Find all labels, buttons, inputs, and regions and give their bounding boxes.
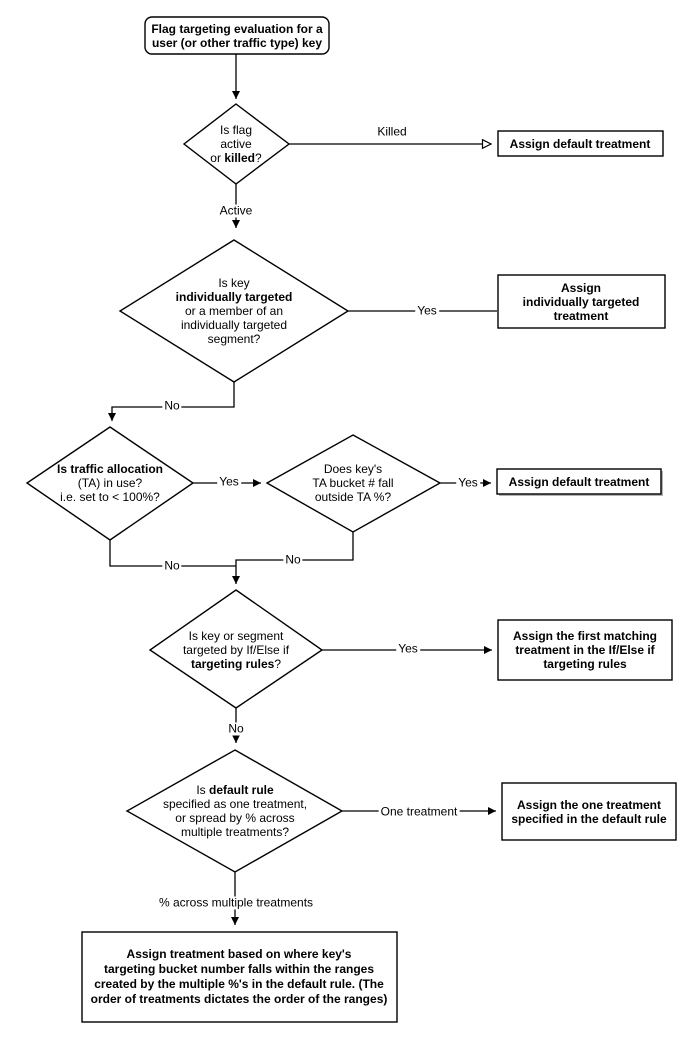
text-line: outside TA %? [314,490,392,504]
text-line: (TA) in use? [77,476,143,490]
text-line: Is default rule [196,783,274,797]
edge-label-pct-multiple: % across multiple treatments [158,895,314,910]
text-line: specified as one treatment, [162,797,308,811]
assign-individually-targeted-label [523,281,640,323]
text-line: or a member of an [184,304,284,318]
text-line: Assign [560,281,602,295]
edge-label-yes-bucket: Yes [458,475,478,490]
edge-label-active: Active [219,203,253,218]
text-line: targeted by If/Else if [182,643,290,657]
text-line: Is traffic allocation [56,462,164,476]
edge-label-no-ta: No [164,558,180,573]
text-line: Assign default treatment [509,137,651,151]
text-line: Is flag [219,123,253,137]
edge-label-killed: Killed [377,124,407,139]
text-line: Flag targeting evaluation for a [151,22,323,36]
edge-label-no-rules: No [228,721,244,736]
assign-default-treatment-2-label [509,475,650,489]
text-line: specified in the default rule [511,812,667,826]
edge-label-one-treatment: One treatment [380,804,458,819]
edge-label-yes-rules: Yes [398,641,418,656]
text-line: user (or other traffic type) key [151,36,323,50]
decision-flag-active-label [210,123,261,165]
text-line: Assign treatment based on where key's [126,947,352,961]
text-line: active [220,137,252,151]
assign-default-treatment-1-label [510,137,651,151]
text-line: individually targeted [175,290,293,304]
text-line: Does key's [323,462,383,476]
edge-label-no-individual: No [164,398,180,413]
edge-label-yes-ta: Yes [219,474,239,489]
text-line: targeting bucket number falls within the ranges [103,962,375,976]
edge-label-yes-individual: Yes [417,303,437,318]
start-node-label [151,22,322,50]
decision-targeting-rules-label [183,629,289,671]
text-line: treatment in the If/Else if [515,643,655,657]
text-line: multiple treatments? [180,825,290,839]
text-line: Assign the first matching [512,629,658,643]
assign-one-treatment-label [511,798,666,826]
assign-treatment-ranges-label [91,947,388,1007]
decision-traffic-allocation-label [57,462,163,504]
edge-label-no-bucket: No [285,552,301,567]
decision-individually-targeted-label [176,276,293,346]
text-line: Is key or segment [188,629,284,643]
text-line: treatment [553,309,609,323]
decision-default-rule-label [163,783,307,839]
decision-ta-bucket-label [312,462,393,504]
text-line: targeting rules [543,657,627,671]
text-line: Assign the one treatment [516,798,662,812]
text-line: order of treatments dictates the order of the ranges) [90,992,388,1006]
text-line: Is key [218,276,250,290]
text-line: or spread by % across [175,811,295,825]
text-line: individually targeted [522,295,640,309]
text-line: targeting rules? [190,657,282,671]
text-line: or killed? [210,151,262,165]
assign-first-matching-label [513,629,657,671]
text-line: segment? [207,332,261,346]
text-line: created by the multiple %'s in the default rule. (The [94,977,384,991]
text-line: individually targeted [180,318,288,332]
text-line: Assign default treatment [508,475,650,489]
text-line: i.e. set to < 100%? [60,490,160,504]
text-line: TA bucket # fall [312,476,394,490]
